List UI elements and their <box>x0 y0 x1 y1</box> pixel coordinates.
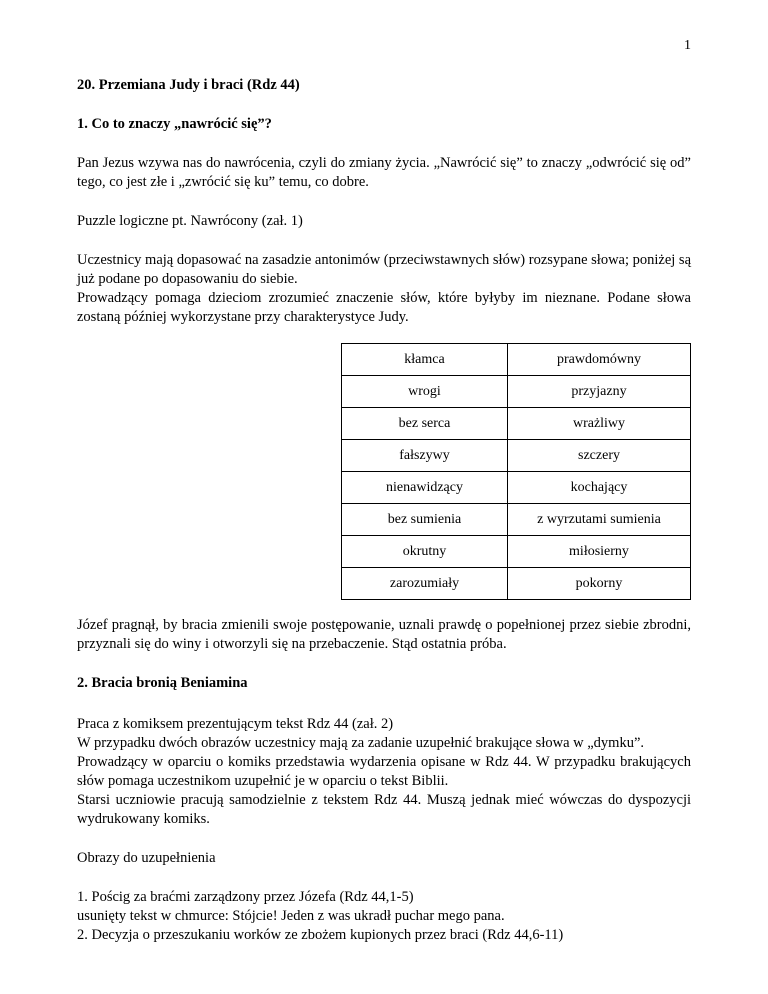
table-row <box>342 472 691 504</box>
item-2: 2. Decyzja o przeszukaniu worków ze zbożem kupionych przez braci (Rdz 44,6-11) <box>77 927 564 943</box>
table-cell-antonym: miłosierny <box>508 536 691 568</box>
antonym-table <box>341 343 691 600</box>
table-cell-antonym: pokorny <box>508 568 691 600</box>
section1-heading: 1. Co to znaczy „nawrócić się”? <box>77 116 272 132</box>
table-row <box>342 408 691 440</box>
table-cell-word: nienawidzący <box>342 472 508 504</box>
document-body <box>77 76 691 945</box>
section1-paragraph-3: Uczestnicy mają dopasować na zasadzie antonimów (przeciwstawnych słów) rozsypane słowa; poniżej są już podane po dopasowaniu do siebie. <box>77 252 692 287</box>
table-row <box>342 568 691 600</box>
section1-paragraph-2: Puzzle logiczne pt. Nawrócony (zał. 1) <box>77 213 303 229</box>
table-cell-antonym: kochający <box>508 472 691 504</box>
table-row <box>342 536 691 568</box>
section1-paragraph-1: Pan Jezus wzywa nas do nawrócenia, czyli do zmiany życia. „Nawrócić się” to znaczy „odwrócić się od” tego, co jest złe i „zwrócić się ku” temu, co dobre. <box>77 155 691 190</box>
item-1: 1. Pościg za braćmi zarządzony przez Józefa (Rdz 44,1-5) <box>77 889 414 905</box>
table-cell-word: fałszywy <box>342 440 508 472</box>
section2-heading: 2. Bracia bronią Beniamina <box>77 675 248 691</box>
table-cell-antonym: z wyrzutami sumienia <box>508 504 691 536</box>
table-cell-antonym: wrażliwy <box>508 408 691 440</box>
document-title: 20. Przemiana Judy i braci (Rdz 44) <box>77 77 300 93</box>
table-cell-antonym: prawdomówny <box>508 344 691 376</box>
section2-line-4: Starsi uczniowie pracują samodzielnie z tekstem Rdz 44. Muszą jednak mieć wówczas do dyspozycji wydrukowany komiks. <box>77 792 691 827</box>
table-cell-word: bez serca <box>342 408 508 440</box>
table-row <box>342 376 691 408</box>
table-cell-word: wrogi <box>342 376 508 408</box>
table-cell-antonym: szczery <box>508 440 691 472</box>
table-cell-word: okrutny <box>342 536 508 568</box>
section2-line-1: Praca z komiksem prezentującym tekst Rdz 44 (zał. 2) <box>77 716 394 732</box>
section1-paragraph-5: Józef pragnął, by bracia zmienili swoje postępowanie, uznali prawdę o popełnionej przez siebie zbrodni, przyznali się do winy i otworzyli się na przebaczenie. Stąd ostatnia próba. <box>77 617 691 652</box>
table-row <box>342 504 691 536</box>
table-cell-word: kłamca <box>342 344 508 376</box>
table-cell-word: bez sumienia <box>342 504 508 536</box>
section2-line-2: W przypadku dwóch obrazów uczestnicy mają za zadanie uzupełnić brakujące słowa w „dymku”. <box>77 735 645 751</box>
table-cell-word: zarozumiały <box>342 568 508 600</box>
item-1-note: usunięty tekst w chmurce: Stójcie! Jeden z was ukradł puchar mego pana. <box>77 908 505 924</box>
section2-subheading: Obrazy do uzupełnienia <box>77 850 216 866</box>
table-row <box>342 440 691 472</box>
section2-line-3: Prowadzący w oparciu o komiks przedstawia wydarzenia opisane w Rdz 44. W przypadku brakujących słów pomaga uczestnikom uzupełnić je w oparciu o tekst Biblii. <box>77 754 691 789</box>
table-cell-antonym: przyjazny <box>508 376 691 408</box>
page-number: 1 <box>684 38 691 53</box>
table-row <box>342 344 691 376</box>
section1-paragraph-4: Prowadzący pomaga dzieciom zrozumieć znaczenie słów, które byłyby im nieznane. Podane słowa zostaną później wykorzystane przy charakterystyce Judy. <box>77 290 691 325</box>
